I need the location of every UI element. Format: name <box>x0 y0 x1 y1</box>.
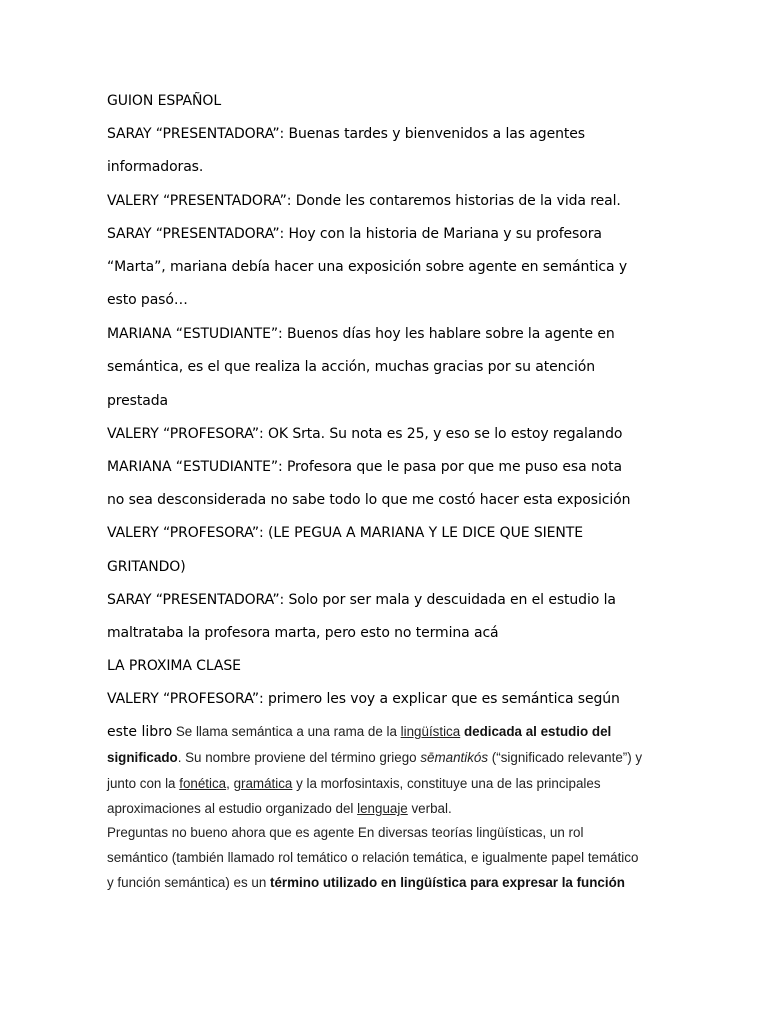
script-line: esto pasó… <box>107 292 188 308</box>
script-line <box>107 126 585 142</box>
quoted-text: verbal. <box>407 801 452 816</box>
dialogue-text: (LE PEGUA A MARIANA Y LE DICE QUE SIENTE <box>263 525 583 541</box>
link-gramatica[interactable]: gramática <box>233 776 293 791</box>
script-line: informadoras. <box>107 159 204 175</box>
speaker-label: SARAY “PRESENTADORA”: <box>107 592 285 608</box>
quoted-paragraph-line <box>107 724 611 740</box>
script-line <box>107 426 622 442</box>
quoted-text: junto con la <box>107 776 180 791</box>
dialogue-text: primero les voy a explicar que es semántica según <box>263 691 620 707</box>
script-line: maltrataba la profesora marta, pero esto no termina acá <box>107 625 499 641</box>
quoted-paragraph-line <box>107 750 642 765</box>
quoted-paragraph-line <box>107 776 601 791</box>
quoted-text: aproximaciones al estudio organizado del <box>107 801 358 816</box>
quoted-text: Se llama semántica a una rama de la <box>172 724 401 739</box>
script-line <box>107 592 616 608</box>
speaker-label: VALERY “PROFESORA”: <box>107 691 264 707</box>
link-linguistica[interactable]: lingüística <box>400 724 461 739</box>
dialogue-text: Hoy con la historia de Mariana y su profesora <box>284 226 602 242</box>
quoted-text: y función semántica) es un <box>107 875 271 890</box>
quoted-paragraph-line <box>107 801 452 816</box>
script-line <box>107 691 620 707</box>
dialogue-text: OK Srta. Su nota es 25, y eso se lo estoy regalando <box>263 426 623 442</box>
quoted-paragraph-line: semántico (también llamado rol temático o relación temática, e igualmente papel temático <box>107 850 639 865</box>
bold-text: término utilizado en lingüística para expresar la función <box>270 875 625 890</box>
link-fonetica[interactable]: fonética <box>179 776 227 791</box>
quoted-paragraph-line: Preguntas no bueno ahora que es agente En diversas teorías lingüísticas, un rol <box>107 825 584 840</box>
speaker-label: MARIANA “ESTUDIANTE”: <box>107 459 283 475</box>
script-line <box>107 193 621 209</box>
bold-text: significado <box>107 750 178 765</box>
link-lenguaje[interactable]: lenguaje <box>357 801 408 816</box>
quoted-paragraph-line <box>107 875 625 890</box>
dialogue-text: Buenas tardes y bienvenidos a las agentes <box>284 126 585 142</box>
section-heading: LA PROXIMA CLASE <box>107 658 241 674</box>
script-line <box>107 326 615 342</box>
script-line: semántica, es el que realiza la acción, muchas gracias por su atención <box>107 359 595 375</box>
script-line: GRITANDO) <box>107 559 186 575</box>
quoted-text: y la morfosintaxis, constituye una de las principales <box>292 776 601 791</box>
dialogue-text: Solo por ser mala y descuidada en el estudio la <box>284 592 616 608</box>
speaker-label: SARAY “PRESENTADORA”: <box>107 126 285 142</box>
speaker-label: MARIANA “ESTUDIANTE”: <box>107 326 283 342</box>
script-line: prestada <box>107 393 168 409</box>
dialogue-text: Profesora que le pasa por que me puso esa nota <box>282 459 623 475</box>
speaker-label: VALERY “PROFESORA”: <box>107 525 264 541</box>
quoted-text: (“significado relevante”) y <box>488 750 643 765</box>
script-line: “Marta”, mariana debía hacer una exposición sobre agente en semántica y <box>107 259 628 275</box>
dialogue-text: Donde les contaremos historias de la vida real. <box>291 193 621 209</box>
speaker-label: VALERY “PRESENTADORA”: <box>107 193 292 209</box>
quoted-text: . Su nombre proviene del término griego <box>177 750 421 765</box>
script-line <box>107 459 622 475</box>
speaker-label: VALERY “PROFESORA”: <box>107 426 264 442</box>
script-line <box>107 226 602 242</box>
script-line: no sea desconsiderada no sabe todo lo que me costó hacer esta exposición <box>107 492 631 508</box>
speaker-label: SARAY “PRESENTADORA”: <box>107 226 285 242</box>
italic-term: sēmantikós <box>420 750 489 765</box>
dialogue-text: Buenos días hoy les hablare sobre la agente en <box>282 326 615 342</box>
document-title: GUION ESPAÑOL <box>107 93 222 109</box>
bold-text: dedicada al estudio del <box>463 724 612 739</box>
script-line <box>107 525 583 541</box>
quoted-text: , <box>226 776 234 791</box>
dialogue-text: este libro <box>107 724 173 740</box>
